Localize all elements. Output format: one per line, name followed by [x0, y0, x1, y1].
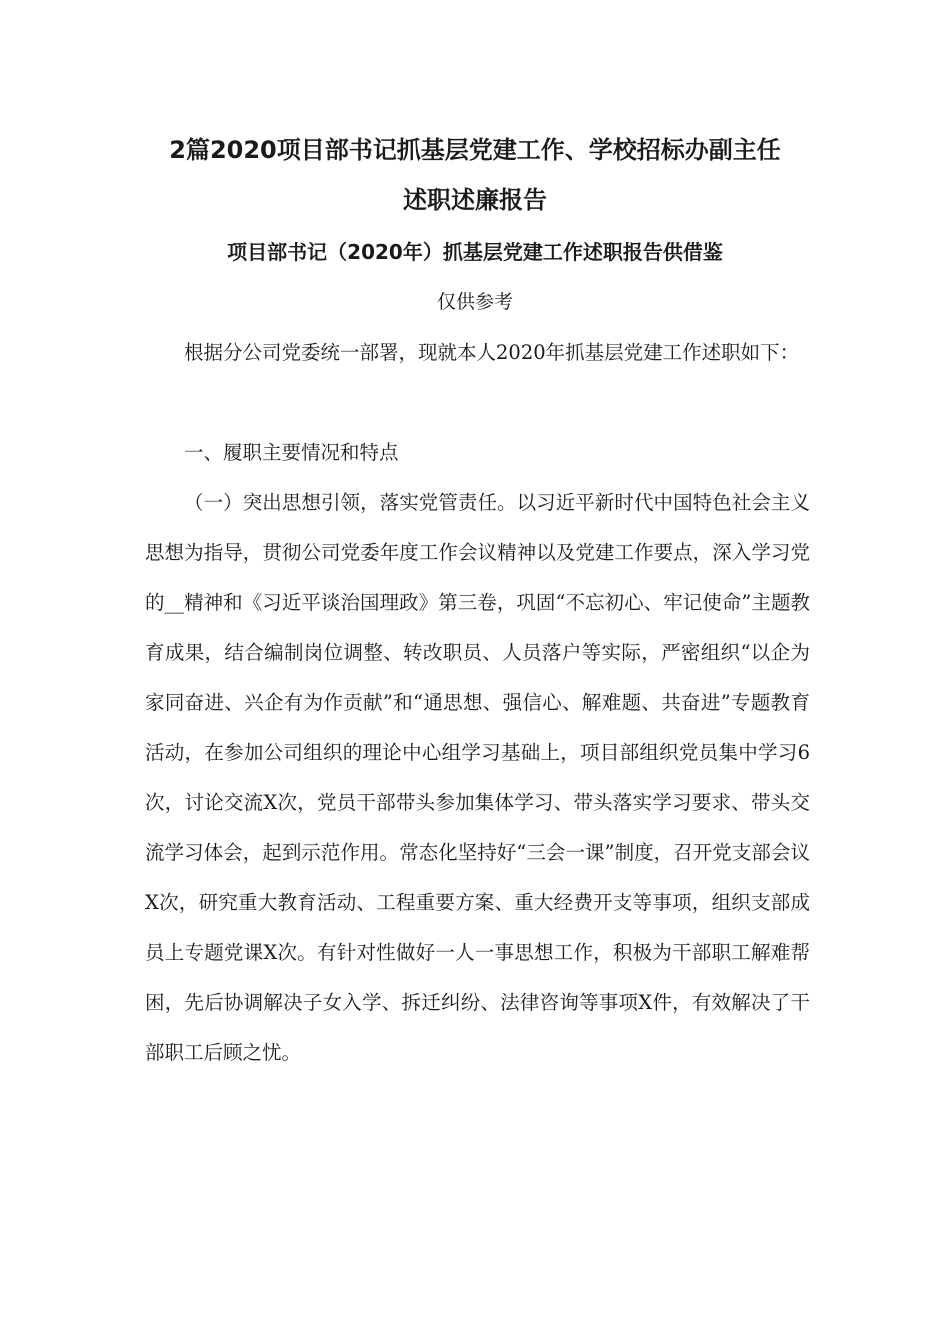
intro-paragraph: 根据分公司党委统一部署，现就本人2020年抓基层党建工作述职如下： — [184, 341, 800, 364]
document-subtitle: 项目部书记（2020年）抓基层党建工作述职报告供借鉴 — [227, 240, 723, 264]
document-title-line-2: 述职述廉报告 — [403, 186, 547, 214]
body-paragraph: （一）突出思想引领，落实党管责任。以习近平新时代中国特色社会主义思想为指导，贯彻公司党委年度工作会议精神以及党建工作要点，深入学习党的__精神和《习近平谈治国理政》第三卷，巩固“不忘初心、牢记使命”主题教育成果，结合编制岗位调整、转改职员、人员落户等实际，严密组织“以企为家同奋进、兴企有为作贡献”和“通思想、强信心、解难题、共奋进”专题教育活动，在参加公司组织的理论中心组学习基础上，项目部组织党员集中学习6次，讨论交流X次，党员干部带头参加集体学习、带头落实学习要求、带头交流学习体会，起到示范作用。常态化坚持好“三会一课”制度，召开党支部会议X次，研究重大教育活动、工程重要方案、重大经费开支等事项，组织支部成员上专题党课X次。有针对性做好一人一事思想工作，积极为干部职工解难帮困，先后协调解决子女入学、拆迁纠纷、法律咨询等事项X件，有效解决了干部职工后顾之忧。 — [145, 491, 810, 1064]
section-heading: 一、履职主要情况和特点 — [184, 441, 399, 464]
document-title-line-1: 2篇2020项目部书记抓基层党建工作、学校招标办副主任 — [169, 136, 781, 164]
reference-note: 仅供参考 — [436, 291, 513, 313]
